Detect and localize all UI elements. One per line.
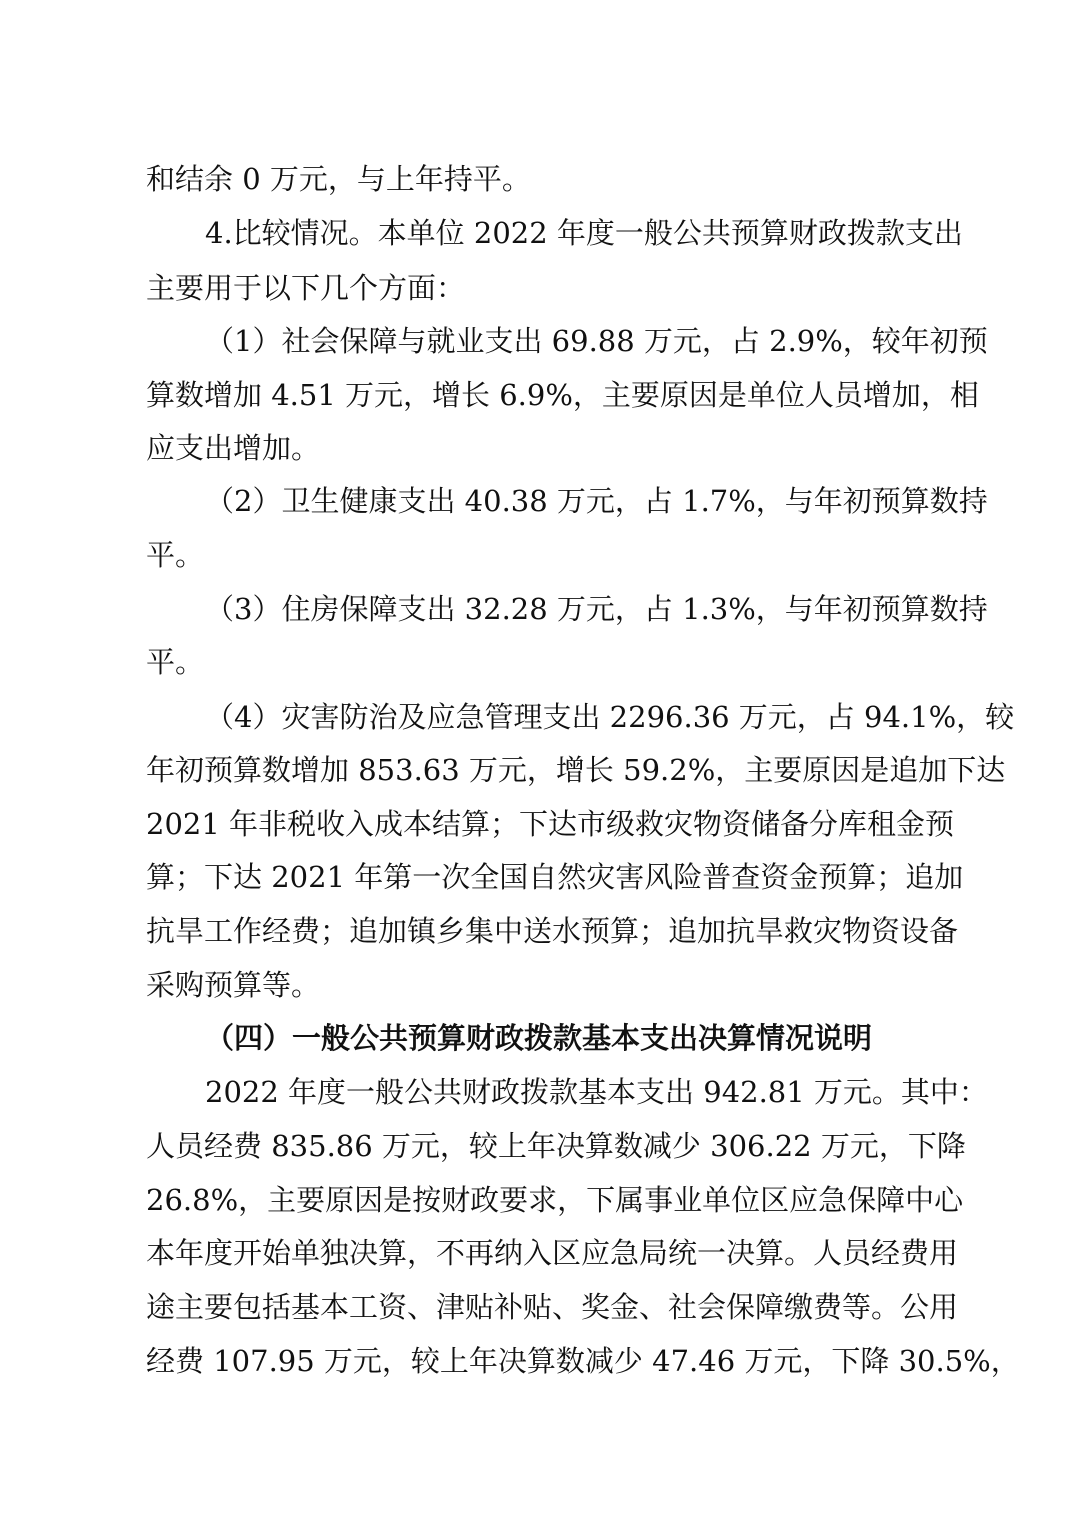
text-line: 26.8%，主要原因是按财政要求，下属事业单位区应急保障中心 bbox=[146, 1183, 964, 1217]
text-line: 算；下达 2021 年第一次全国自然灾害风险普查资金预算；追加 bbox=[146, 860, 964, 894]
text-line: 应支出增加。 bbox=[146, 431, 321, 465]
text-line: 平。 bbox=[146, 645, 205, 679]
text-line: 人员经费 835.86 万元，较上年决算数减少 306.22 万元，下降 bbox=[146, 1129, 966, 1163]
text-line: 4.比较情况。本单位 2022 年度一般公共预算财政拨款支出 bbox=[205, 216, 963, 250]
text-line: 和结余 0 万元，与上年持平。 bbox=[146, 162, 531, 196]
text-line: 采购预算等。 bbox=[146, 968, 321, 1002]
text-line: 经费 107.95 万元，较上年决算数减少 47.46 万元，下降 30.5%， bbox=[146, 1344, 1020, 1378]
text-line: 主要用于以下几个方面： bbox=[146, 271, 466, 305]
text-line: 途主要包括基本工资、津贴补贴、奖金、社会保障缴费等。公用 bbox=[146, 1290, 959, 1324]
text-line: 2022 年度一般公共财政拨款基本支出 942.81 万元。其中： bbox=[205, 1075, 988, 1109]
text-line: 抗旱工作经费；追加镇乡集中送水预算；追加抗旱救灾物资设备 bbox=[146, 914, 959, 948]
text-line: 算数增加 4.51 万元，增长 6.9%，主要原因是单位人员增加，相 bbox=[146, 378, 979, 412]
text-line: 2021 年非税收入成本结算；下达市级救灾物资储备分库租金预 bbox=[146, 807, 955, 841]
section-heading: （四）一般公共预算财政拨款基本支出决算情况说明 bbox=[205, 1021, 873, 1055]
text-line: 平。 bbox=[146, 538, 205, 572]
text-line: 年初预算数增加 853.63 万元，增长 59.2%，主要原因是追加下达 bbox=[146, 753, 1006, 787]
text-line: （3）住房保障支出 32.28 万元，占 1.3%，与年初预算数持 bbox=[205, 592, 988, 626]
text-line: 本年度开始单独决算，不再纳入区应急局统一决算。人员经费用 bbox=[146, 1236, 959, 1270]
text-line: （1）社会保障与就业支出 69.88 万元，占 2.9%，较年初预 bbox=[205, 324, 988, 358]
text-line: （2）卫生健康支出 40.38 万元，占 1.7%，与年初预算数持 bbox=[205, 484, 988, 518]
text-line: （4）灾害防治及应急管理支出 2296.36 万元，占 94.1%，较 bbox=[205, 700, 1015, 734]
